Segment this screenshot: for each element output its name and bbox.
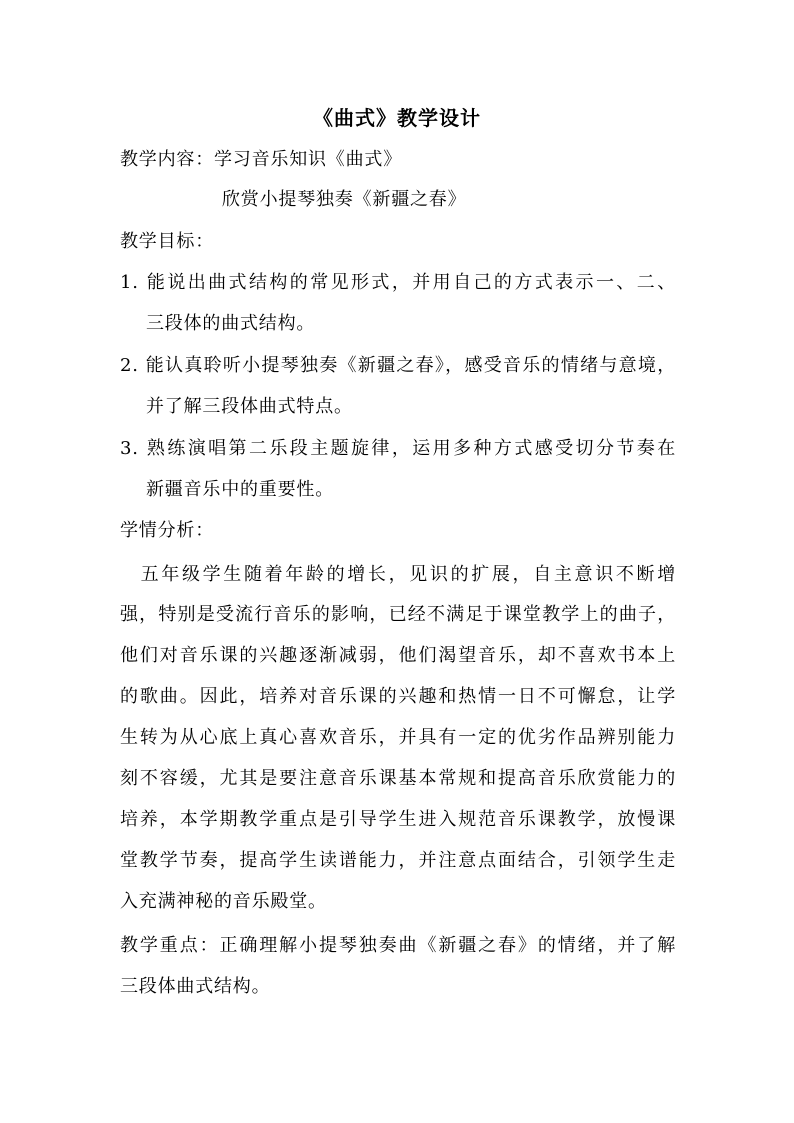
goal-item-2-line2: 并了解三段体曲式特点。: [146, 396, 353, 417]
goal-item-3-line2: 新疆音乐中的重要性。: [146, 479, 334, 500]
goal-item-3-line1: 3. 熟练演唱第二乐段主题旋律，运用多种方式感受切分节奏在: [120, 438, 676, 459]
analysis-line: 堂教学节奏，提高学生读谱能力，并注意点面结合，引领学生走: [120, 850, 676, 871]
goal-item-1-line1: 1. 能说出曲式结构的常见形式，并用自己的方式表示一、二、: [120, 272, 676, 293]
key-point-line2: 三段体曲式结构。: [120, 976, 271, 997]
key-point-line1: 教学重点：正确理解小提琴独奏曲《新疆之春》的情绪，并了解: [120, 935, 676, 956]
document-title: 《曲式》教学设计: [313, 106, 481, 130]
analysis-line: 五年级学生随着年龄的增长，见识的扩展，自主意识不断增: [120, 564, 676, 585]
analysis-line: 生转为从心底上真心喜欢音乐，并具有一定的优劣作品辨别能力: [120, 727, 676, 748]
analysis-line: 的歌曲。因此，培养对音乐课的兴趣和热情一日不可懈怠，让学: [120, 686, 676, 707]
analysis-line: 强，特别是受流行音乐的影响，已经不满足于课堂教学上的曲子，: [120, 604, 676, 625]
analysis-line: 入充满神秘的音乐殿堂。: [120, 891, 327, 912]
analysis-line: 刻不容缓，尤其是要注意音乐课基本常规和提高音乐欣赏能力的: [120, 768, 676, 789]
teaching-content-label: 教学内容：学习音乐知识《曲式》: [120, 149, 402, 170]
goal-item-1-line2: 三段体的曲式结构。: [146, 313, 316, 334]
goal-item-2-line1: 2. 能认真聆听小提琴独奏《新疆之春》，感受音乐的情绪与意境，: [120, 355, 676, 376]
teaching-content-line2: 欣赏小提琴独奏《新疆之春》: [222, 189, 467, 210]
teaching-goals-label: 教学目标：: [120, 231, 214, 252]
analysis-line: 培养，本学期教学重点是引导学生进入规范音乐课教学，放慢课: [120, 809, 676, 830]
analysis-line: 他们对音乐课的兴趣逐渐减弱，他们渴望音乐，却不喜欢书本上: [120, 645, 676, 666]
analysis-label: 学情分析：: [120, 520, 214, 541]
